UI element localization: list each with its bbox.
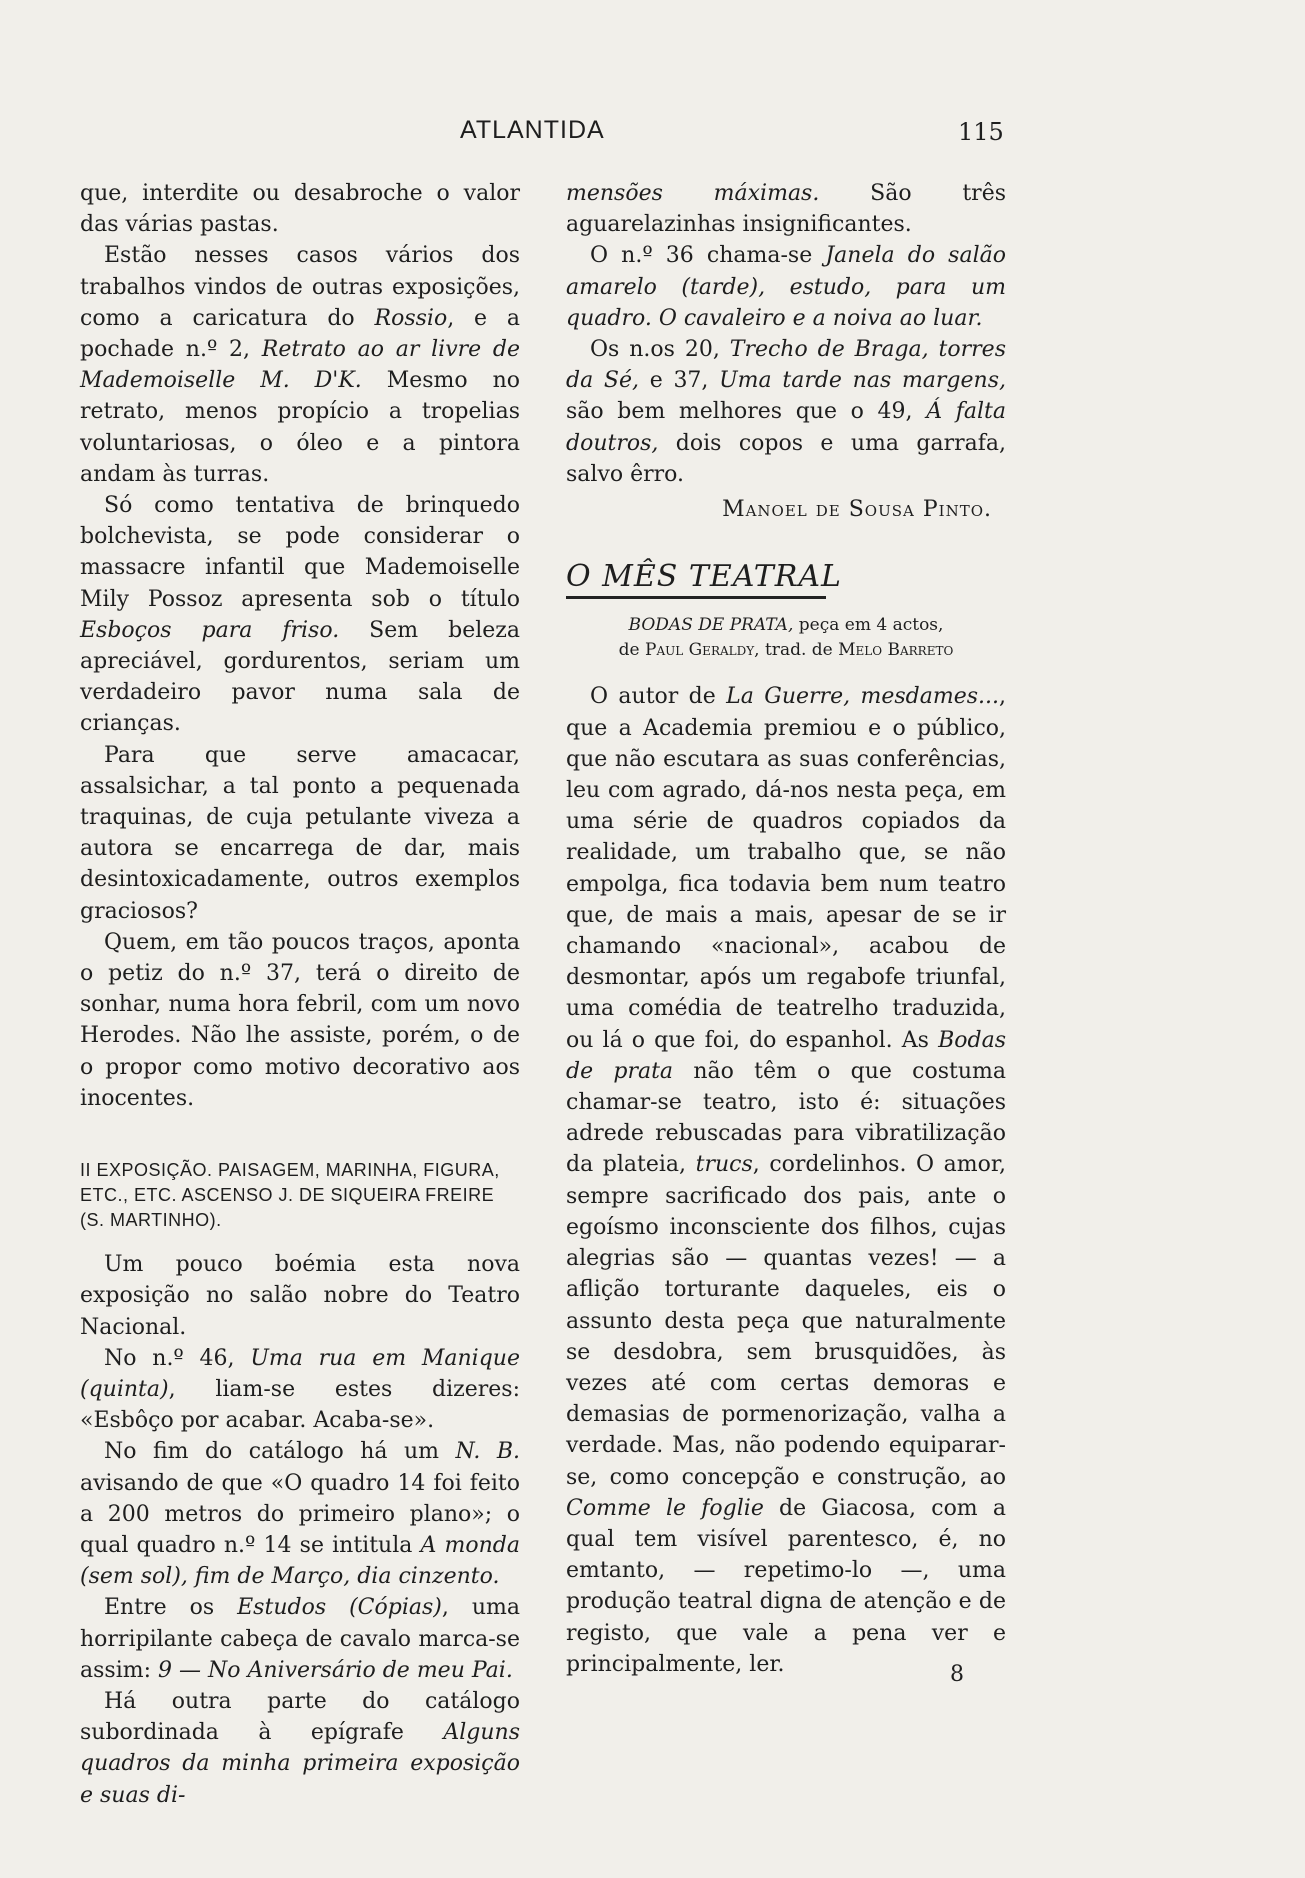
paragraph: que, interdite ou desabroche o valor das várias pastas. bbox=[80, 181, 520, 238]
paragraph: Para que serve amacacar, assalsichar, a tal ponto a pequenada traquinas, de cuja petulante viveza a autora se encarrega de dar, mais desintoxicadamente, outros exemplos graciosos? bbox=[80, 742, 520, 924]
paragraph: Entre os Estudos (Cópias), uma horripilante cabeça de cavalo marca-se assim: 9 — No Aniversário de meu Pai. bbox=[80, 1595, 520, 1683]
left-column bbox=[80, 178, 520, 1811]
paragraph: O n.º 36 chama-se Janela do salão amarelo (tarde), estudo, para um quadro. O cavaleiro e a noiva ao luar. bbox=[566, 243, 1006, 331]
running-head bbox=[0, 112, 1305, 152]
exhibition-heading: II EXPOSIÇÃO. PAISAGEM, MARINHA, FIGURA, ETC., ETC. ASCENSO J. DE SIQUEIRA FREIRE (S. MARTINHO). bbox=[80, 1160, 500, 1231]
paragraph: No fim do catálogo há um N. B. avisando de que «O quadro 14 foi feito a 200 metros do primeiro plano»; o qual quadro n.º 14 se intitula A monda (sem sol), fim de Março, dia cinzento. bbox=[80, 1439, 521, 1590]
section-rule bbox=[566, 596, 826, 599]
play-info: BODAS DE PRATA, peça em 4 actos, de Paul Geraldy, trad. de Melo Barreto bbox=[618, 615, 954, 661]
article-signature: Manoel de Sousa Pinto. bbox=[722, 497, 992, 523]
paragraph: Quem, em tão poucos traços, aponta o petiz do n.º 37, terá o direito de sonhar, numa hora febril, com um novo Herodes. Não lhe assiste, porém, o de o propor como motivo decorativo aos inocentes. bbox=[80, 929, 520, 1111]
paragraph: Só como tentativa de brinquedo bolchevista, se pode considerar o massacre infantil que Mademoiselle Mily Possoz apresenta sob o título Esboços para friso. Sem beleza apreciável, gordurentos, seriam um verdadeiro pavor numa sala de crianças. bbox=[80, 493, 520, 737]
page-number: 115 bbox=[958, 118, 1004, 146]
paragraph: Estão nesses casos vários dos trabalhos vindos de outras exposições, como a caricatura do Rossio, e a pochade n.º 2, Retrato ao ar livre de Mademoiselle M. D'K. Mesmo no retrato, menos propício a tropelias voluntariosas, o óleo e a pintora andam às turras. bbox=[80, 243, 521, 487]
paragraph: No n.º 46, Uma rua em Manique (quinta), liam-se estes dizeres: «Esbôço por acabar. Acaba-se». bbox=[80, 1345, 520, 1434]
paragraph: Os n.os 20, Trecho de Braga, torres da Sé, e 37, Uma tarde nas margens, são bem melhores que o 49, Á falta doutros, dois copos e uma garrafa, salvo êrro. bbox=[566, 337, 1006, 487]
journal-title: ATLANTIDA bbox=[460, 116, 605, 144]
paragraph: mensões máximas. São três aguarelazinhas insignificantes. bbox=[566, 181, 1006, 238]
paragraph: Um pouco boémia esta nova exposição no salão nobre do Teatro Nacional. bbox=[80, 1252, 520, 1340]
paragraph: O autor de La Guerre, mesdames..., que a Academia premiou e o público, que não escutara as suas conferências, leu com agrado, dá-nos nesta peça, em uma série de quadros copiados da realidade, um trabalho que, se não empolga, fica todavia bem num teatro que, de mais a mais, apesar de se ir chamando «nacional», acabou de desmontar, após um regabofe triunfal, uma comédia de teatrelho traduzida, ou lá o que foi, do espanhol. As Bodas de prata não têm o que costuma chamar-se teatro, isto é: situações adrede rebuscadas para vibratilização da plateia, trucs, cordelinhos. O amor, sempre sacrificado dos pais, ante o egoísmo inconsciente dos filhos, cujas alegrias são — quantas vezes! — a aflição torturante daqueles, eis o assunto desta peça que naturalmente se desdobra, sem brusquidões, às vezes até com certas demoras e demasias de pormenorização, valha a verdade. Mas, não podendo equiparar-se, como concepção e construção, ao Comme le foglie de Giacosa, com a qual tem visível parentesco, é, no emtanto, — repetimo-lo —, uma produção teatral digna de atenção e de registo, que vale a pena ver e principalmente, ler. bbox=[566, 684, 1006, 1677]
right-column bbox=[566, 178, 1006, 1680]
section-title: O MÊS TEATRAL bbox=[566, 559, 842, 595]
paragraph: Há outra parte do catálogo subordinada à epígrafe Alguns quadros da minha primeira exposição e suas di- bbox=[80, 1688, 520, 1808]
signature-mark: 8 bbox=[950, 1662, 964, 1687]
